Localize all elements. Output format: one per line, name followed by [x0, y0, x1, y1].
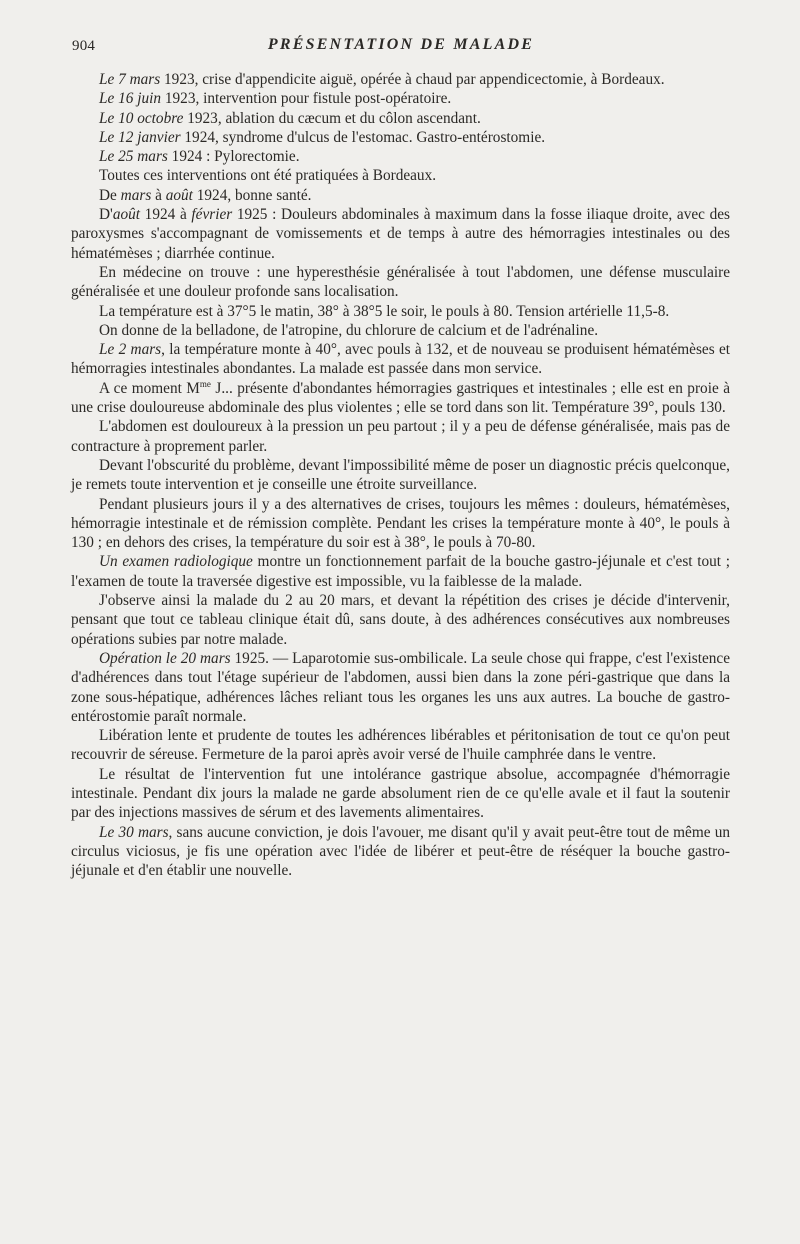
- paragraph-20: Libération lente et prudente de toutes les adhérences libérables et péritonisation de tout ce qu'on peut recouvrir de séreuse. Fermeture de la paroi après avoir versé de l'huile camphrée dans le ventre.: [71, 727, 730, 764]
- page-number: 904: [72, 38, 96, 54]
- paragraph-13: A ce moment $M^{me}$ J... présente d'abondantes hémorragies gastriques et intestinales ; elle est en proie à une crise douloureuse abdominale des plus violentes ; elle se tord dans son lit. Température 39°, pouls 130.: [71, 378, 730, 417]
- paragraph-6: Toutes ces interventions ont été pratiquées à Bordeaux.: [99, 167, 437, 185]
- paragraph-19: Opération le 20 mars 1925. — Laparotomie sus-ombilicale. La seule chose qui frappe, c'est l'existence d'adhérences dans tout l'étage supérieur de l'abdomen, aussi bien dans la zone péri-gastrique que dans la zone sous-hépatique, adhérences lâches reliant tous les organes les uns aux autres. La bouche de gastro-entérostomie paraît normale.: [71, 649, 730, 725]
- paragraph-17: Un examen radiologique montre un fonctionnement parfait de la bouche gastro-jéjunale et c'est tout ; l'examen de toute la traversée digestive est impossible, vu la faiblesse de la malade.: [71, 553, 730, 590]
- page-header: [72, 36, 730, 62]
- paragraph-3: Le 10 octobre 1923, ablation du cæcum et du côlon ascendant.: [99, 109, 481, 127]
- paragraph-10: La température est à 37°5 le matin, 38° à 38°5 le soir, le pouls à 80. Tension artérielle 11,5-8.: [99, 302, 670, 320]
- paragraph-8: D'août 1924 à février 1925 : Douleurs abdominales à maximum dans la fosse iliaque droite, avec des paroxysmes s'accompagnant de vomissements et de temps à autre des hémorragies intestinales ou des hématémèses ; diarrhée continue.: [71, 206, 730, 262]
- paragraph-5: Le 25 mars 1924 : Pylorectomie.: [99, 148, 300, 166]
- paragraph-1: Le 7 mars 1923, crise d'appendicite aiguë, opérée à chaud par appendicectomie, à Bordeaux.: [99, 71, 665, 88]
- paragraph-4: Le 12 janvier 1924, syndrome d'ulcus de l'estomac. Gastro-entérostomie.: [99, 128, 546, 146]
- running-title: PRÉSENTATION DE MALADE: [267, 36, 535, 53]
- paragraph-9: En médecine on trouve : une hyperesthésie généralisée à tout l'abdomen, une défense musculaire généralisée et une douleur profonde sans localisation.: [71, 263, 730, 301]
- paragraph-14: L'abdomen est douloureux à la pression un peu partout ; il y a peu de défense généralisée, mais pas de contracture à proprement parler.: [71, 418, 730, 455]
- paragraph-15: Devant l'obscurité du problème, devant l'impossibilité même de poser un diagnostic précis quelconque, je remets toute intervention et je conseille une étroite surveillance.: [71, 456, 730, 494]
- paragraph-2: Le 16 juin 1923, intervention pour fistule post-opératoire.: [99, 90, 452, 108]
- paragraph-11: On donne de la belladone, de l'atropine, du chlorure de calcium et de l'adrénaline.: [99, 321, 599, 339]
- paragraph-12: Le 2 mars, la température monte à 40°, avec pouls à 132, et de nouveau se produisent hématémèses et hémorragies intestinales abondantes. La malade est passée dans mon service.: [71, 341, 730, 378]
- paragraph-22: Le 30 mars, sans aucune conviction, je dois l'avouer, me disant qu'il y avait peut-être tout de même un circulus viciosus, je fis une opération avec l'idée de libérer et peut-être de réséquer la bouche gastro-jéjunale et d'en établir une nouvelle.: [71, 823, 731, 880]
- paragraph-21: Le résultat de l'intervention fut une intolérance gastrique absolue, accompagnée d'hémorragie intestinale. Pendant dix jours la malade ne garde absolument rien de ce qu'elle avale et il faut la soutenir par des injections massives de sérum et des lavements alimentaires.: [71, 765, 730, 822]
- paragraph-16: Pendant plusieurs jours il y a des alternatives de crises, toujours les mêmes : douleurs, hématémèses, hémorragie intestinale et de rémission complète. Pendant les crises la température monte à 40°, le pouls à 130 ; en dehors des crises, la température du soir est à 38°, le pouls à 70-80.: [71, 495, 730, 552]
- paragraph-18: J'observe ainsi la malade du 2 au 20 mars, et devant la répétition des crises je décide d'intervenir, pensant que tout ce tableau clinique était dû, sans doute, à des adhérences consécutives aux nombreuses opérations subies par notre malade.: [71, 592, 730, 648]
- paragraph-7: De mars à août 1924, bonne santé.: [99, 186, 312, 204]
- body-text: [71, 70, 730, 880]
